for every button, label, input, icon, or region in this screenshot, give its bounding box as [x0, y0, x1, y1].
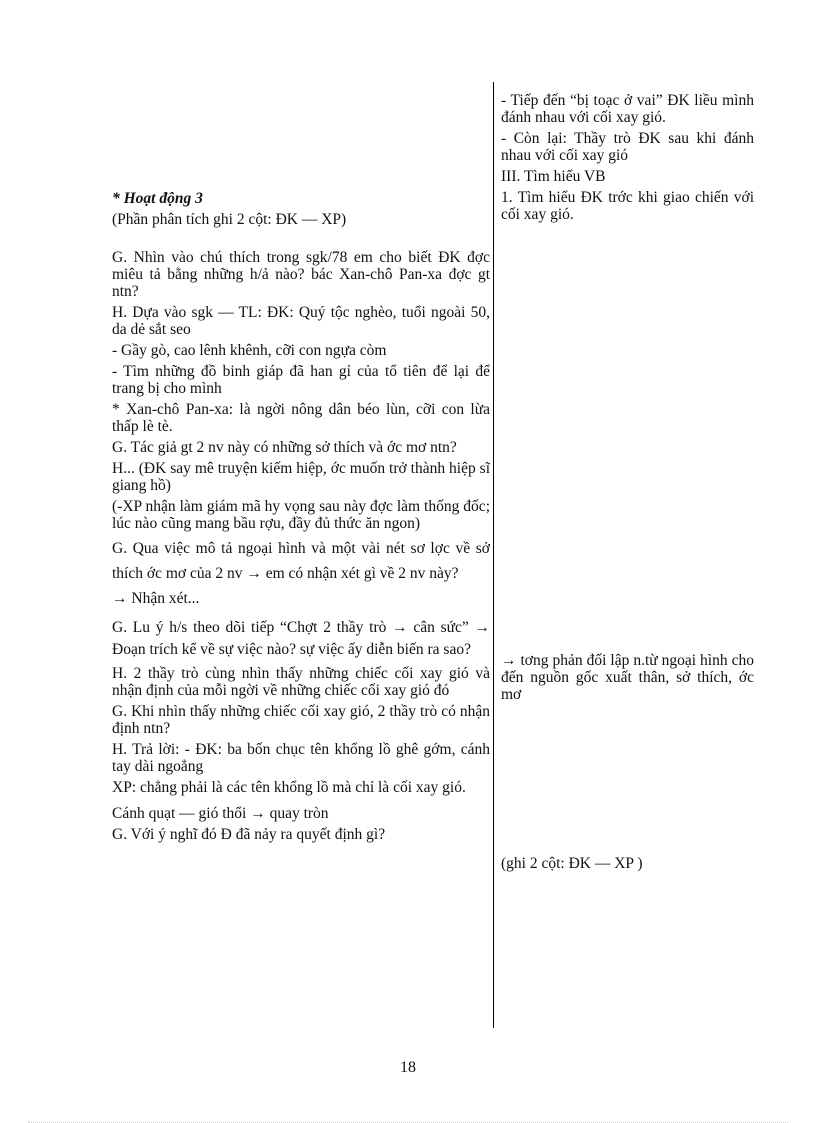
paragraph: - Tìm những đồ binh giáp đã han gỉ của tổ tiên để lại để trang bị cho mình [112, 363, 490, 397]
column-divider [493, 82, 494, 1028]
right-paragraph: (ghi 2 cột: ĐK — XP ) [501, 855, 643, 872]
activity-heading: * Hoạt động 3 [112, 190, 203, 207]
paragraph: * Xan-chô Pan-xa: là ngời nông dân béo lùn, cỡi con lừa thấp lè tè. [112, 401, 490, 435]
paragraph: G. Khi nhìn thấy những chiếc cối xay gió, 2 thầy trò có nhận định ntn? [112, 703, 490, 737]
section-title: III. Tìm hiểu VB [501, 168, 606, 185]
paragraph: H. Dựa vào sgk — TL: ĐK: Quý tộc nghèo, tuổi ngoài 50, da dẻ sắt seo [112, 304, 490, 338]
right-paragraph: - Tiếp đến “bị toạc ở vai” ĐK liều mình đánh nhau với cối xay gió. [501, 92, 754, 126]
left-column [112, 190, 490, 843]
paragraph: G. Với ý nghĩ đó Đ đã nảy ra quyết định gì? [112, 826, 386, 843]
paragraph: G. Nhìn vào chú thích trong sgk/78 em cho biết ĐK đợc miêu tả bằng những h/ả nào? bác Xan-chô Pan-xa đợc gt ntn? [112, 249, 490, 300]
paragraph: H. 2 thầy trò cùng nhìn thấy những chiếc cối xay gió và nhận định của mỗi ngời về những chiếc cối xay gió đó [112, 665, 490, 699]
analysis-note: (Phần phân tích ghi 2 cột: ĐK — XP) [112, 211, 347, 228]
paragraph: G. Lu ý h/s theo dõi tiếp “Chợt 2 thầy trò → cân sức” → Đoạn trích kể về sự việc nào? sự việc ấy diễn biến ra sao? [112, 619, 490, 658]
paragraph: - Gầy gò, cao lênh khênh, cỡi con ngựa còm [112, 342, 387, 359]
page-number: 18 [400, 1059, 416, 1076]
paragraph: H. Trả lời: - ĐK: ba bốn chục tên khổng lồ ghê gớm, cánh tay dài ngoẳng [112, 741, 490, 775]
right-column [501, 92, 754, 872]
right-paragraph: → tơng phản đối lập n.từ ngoại hình cho đến nguồn gốc xuất thân, sở thích, ớc mơ [501, 652, 754, 703]
paragraph: XP: chẳng phải là các tên khổng lồ mà chỉ là cối xay gió. [112, 779, 466, 796]
paragraph: (-XP nhận làm giám mã hy vọng sau này đợc làm thống đốc; lúc nào cũng mang bầu rợu, đầy đủ thức ăn ngon) [112, 498, 490, 532]
paragraph: H... (ĐK say mê truyện kiếm hiệp, ớc muốn trở thành hiệp sĩ giang hồ) [112, 460, 490, 494]
paragraph: → Nhận xét... [112, 590, 200, 607]
paragraph: Cánh quạt — gió thổi → quay tròn [112, 805, 329, 822]
paragraph: G. Qua việc mô tả ngoại hình và một vài nét sơ lợc về sở thích ớc mơ của 2 nv → em có nhận xét gì về 2 nv này? [112, 540, 490, 582]
subsection-title: 1. Tìm hiểu ĐK trớc khi giao chiến với cối xay gió. [501, 189, 754, 223]
paragraph: G. Tác giả gt 2 nv này có những sở thích và ớc mơ ntn? [112, 439, 457, 456]
right-paragraph: - Còn lại: Thầy trò ĐK sau khi đánh nhau với cối xay gió [501, 130, 754, 164]
